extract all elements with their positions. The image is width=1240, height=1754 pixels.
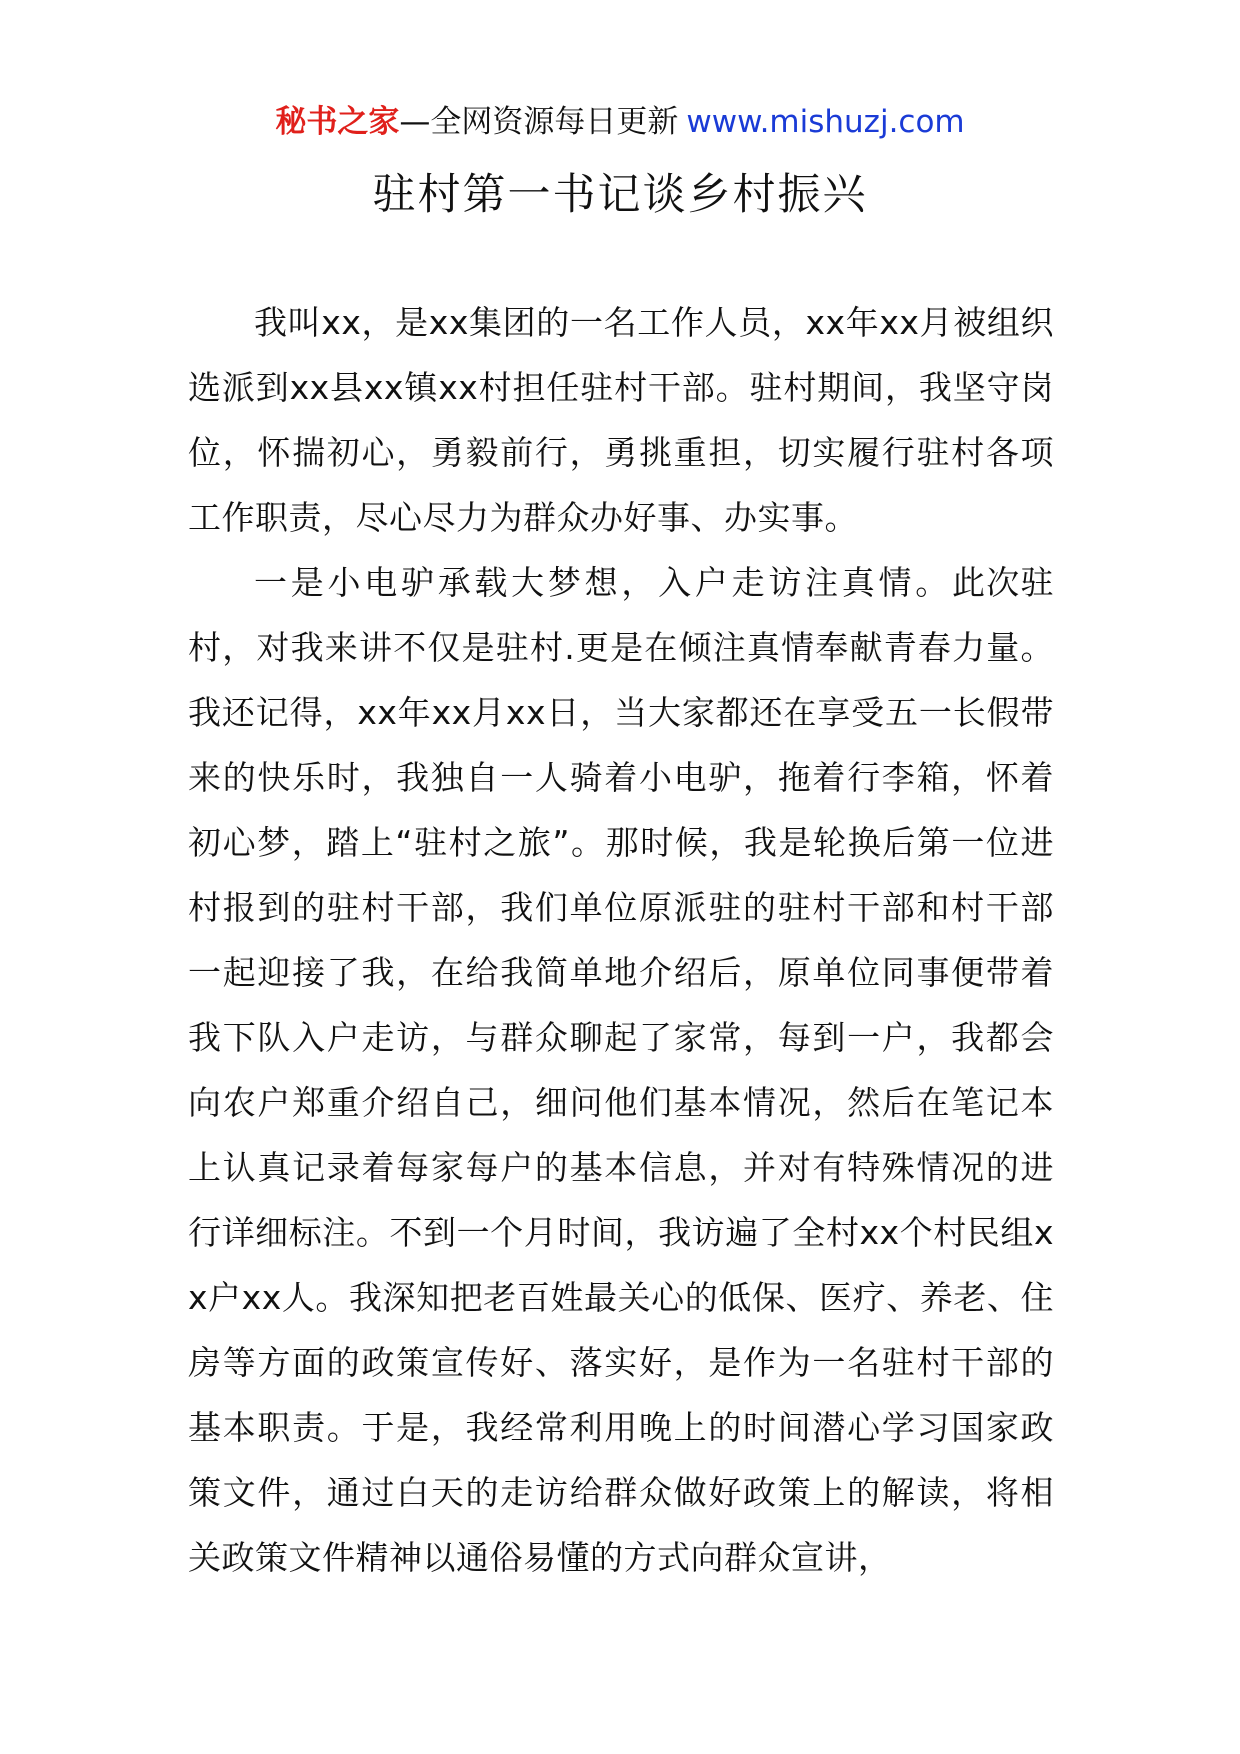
site-header (0, 100, 1240, 144)
section-one-text: 此次驻村，对我来讲不仅是驻村.更是在倾注真情奉献青春力量。我还记得，xx年xx月xx日，当大家都还在享受五一长假带来的快乐时，我独自一人骑着小电驴，拖着行李箱，怀着初心梦，踏上“驻村之旅”。那时候，我是轮换后第一位进村报到的驻村干部，我们单位原派驻的驻村干部和村干部一起迎接了我，在给我简单地介绍后，原单位同事便带着我下队入户走访，与群众聊起了家常，每到一户，我都会向农户郑重介绍自己，细问他们基本情况，然后在笔记本上认真记录着每家每户的基本信息，并对有特殊情况的进行详细标注。不到一个月时间，我访遍了全村xx个村民组xx户xx人。我深知把老百姓最关心的低保、医疗、养老、住房等方面的政策宣传好、落实好，是作为一名驻村干部的基本职责。于是，我经常利用晚上的时间潜心学习国家政策文件，通过白天的走访给群众做好政策上的解读，将相关政策文件精神以通俗易懂的方式向群众宣讲， (188, 563, 1055, 1577)
document-body (188, 290, 1054, 1590)
site-slogan: —全网资源每日更新 (399, 104, 679, 140)
section-one-heading: 一是小电驴承载大梦想，入户走访注真情。 (254, 563, 953, 602)
paragraph-intro: 我叫xx，是xx集团的一名工作人员，xx年xx月被组织选派到xx县xx镇xx村担任驻村干部。驻村期间，我坚守岗位，怀揣初心，勇毅前行，勇挑重担，切实履行驻村各项工作职责，尽心尽力为群众办好事、办实事。 (188, 303, 1054, 537)
site-url-link[interactable]: www.mishuzj.com (686, 104, 965, 140)
paragraph-section-one (188, 550, 1054, 1590)
document-title: 驻村第一书记谈乡村振兴 (372, 170, 868, 220)
site-brand: 秘书之家 (275, 104, 400, 140)
